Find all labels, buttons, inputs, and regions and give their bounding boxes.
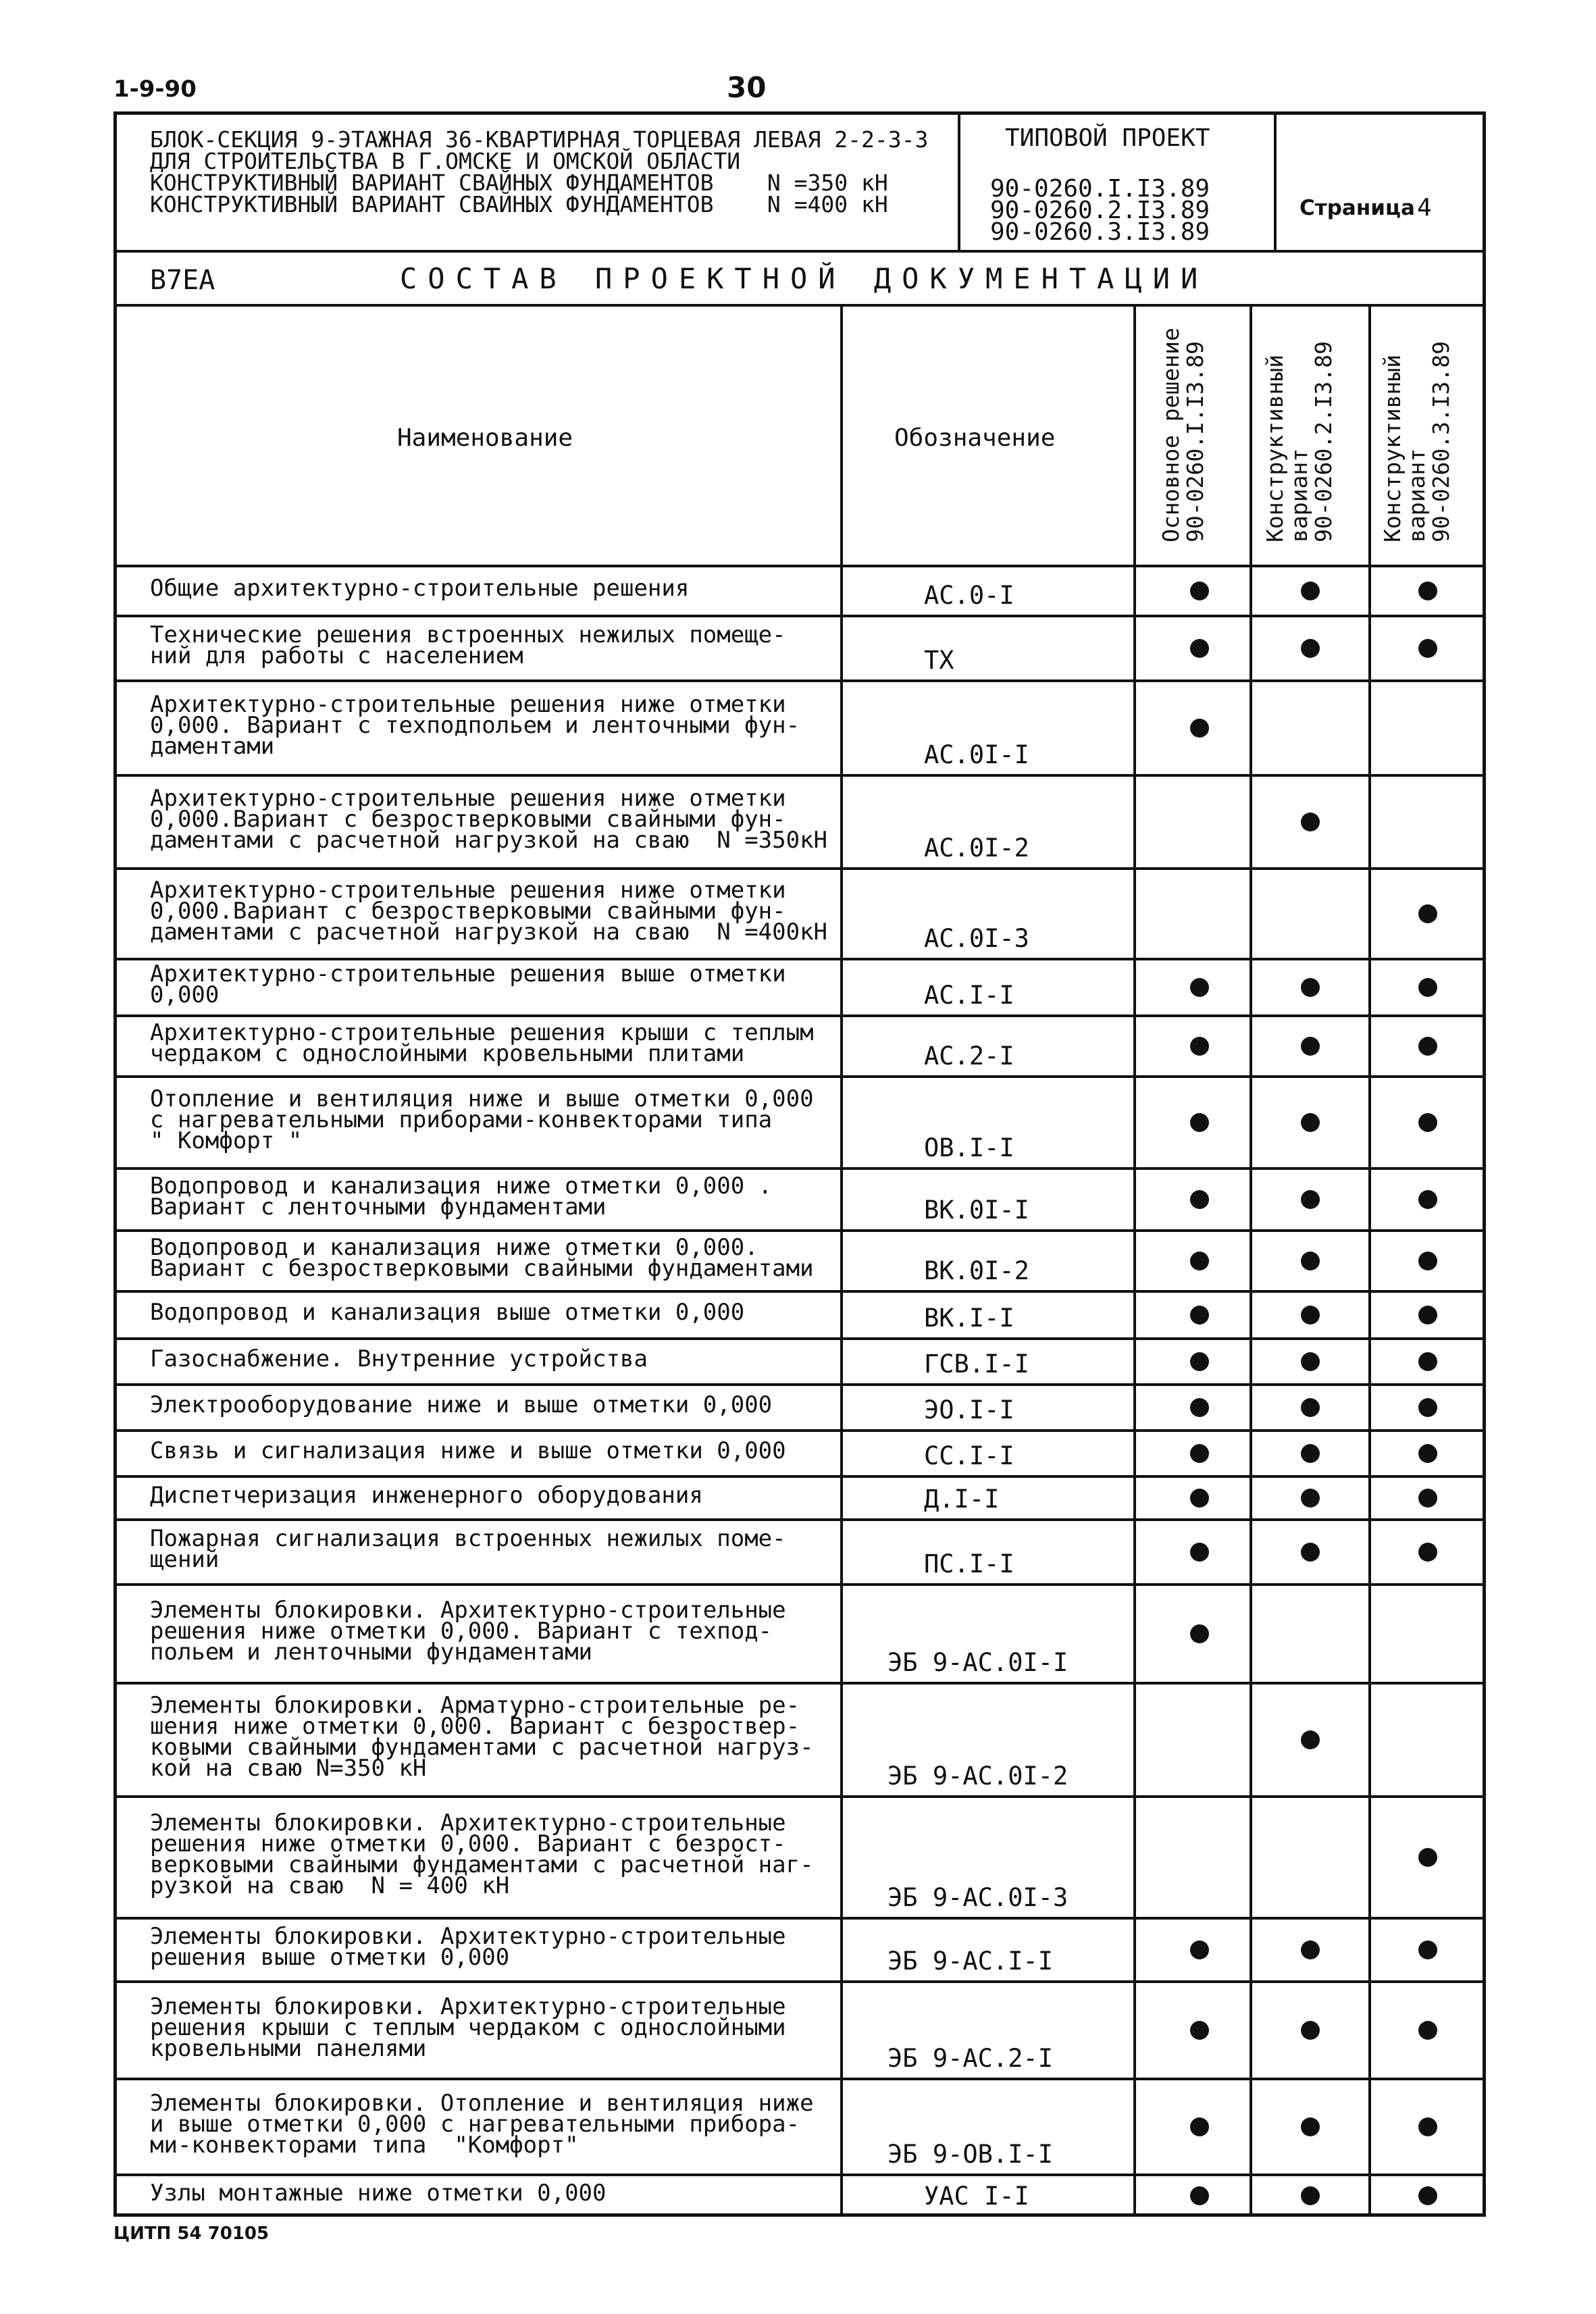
included-mark bbox=[1301, 1037, 1320, 1056]
included-mark bbox=[1301, 2186, 1320, 2205]
included-mark bbox=[1190, 2117, 1209, 2136]
document-designation: ЭБ 9-АС.2-I bbox=[887, 2044, 1054, 2073]
included-mark bbox=[1418, 1543, 1437, 1562]
row-rule bbox=[113, 1229, 1486, 1232]
included-mark bbox=[1190, 1489, 1209, 1508]
document-designation: ЭО.I-I bbox=[924, 1395, 1014, 1424]
document-designation: ТХ bbox=[924, 646, 954, 675]
included-mark bbox=[1418, 1489, 1437, 1508]
included-mark bbox=[1418, 2117, 1437, 2136]
included-mark bbox=[1418, 1398, 1437, 1417]
included-mark bbox=[1418, 582, 1437, 600]
heading-rule bbox=[113, 304, 1486, 307]
document-designation: АС.2-I bbox=[924, 1042, 1014, 1071]
included-mark bbox=[1190, 1306, 1209, 1325]
project-code: 90-0260.3.I3.89 bbox=[990, 218, 1210, 246]
included-mark bbox=[1418, 1444, 1437, 1463]
included-mark bbox=[1190, 978, 1209, 997]
included-mark bbox=[1301, 1543, 1320, 1562]
included-mark bbox=[1301, 2021, 1320, 2040]
included-mark bbox=[1190, 639, 1209, 658]
included-mark bbox=[1418, 1306, 1437, 1325]
document-designation: СС.I-I bbox=[924, 1441, 1014, 1470]
title-rule bbox=[113, 250, 1486, 253]
column-rule bbox=[1250, 305, 1252, 2217]
column-header-variant: Основное решение 90-0260.I.I3.89 bbox=[1158, 328, 1208, 542]
project-code: 90-0260.I.I3.89 bbox=[990, 175, 1210, 203]
document-name: Отопление и вентиляция ниже и выше отметки 0,000 с нагревательными приборами-конвекторами типа " Комфорт " bbox=[150, 1085, 814, 1154]
included-mark bbox=[1418, 1113, 1437, 1132]
footer-stamp: ЦИТП 54 70105 bbox=[113, 2223, 269, 2244]
row-rule bbox=[113, 565, 1486, 567]
included-mark bbox=[1190, 1190, 1209, 1209]
document-name: Пожарная сигнализация встроенных нежилых поме- щений bbox=[150, 1525, 786, 1573]
included-mark bbox=[1190, 1037, 1209, 1056]
included-mark bbox=[1418, 639, 1437, 658]
document-designation: УАС I-I bbox=[924, 2182, 1029, 2211]
document-name: Архитектурно-строительные решения ниже отметки 0,000.Вариант с безростверковыми свайными фун- даментами с расчетной нагрузкой на сваю N =350кН bbox=[150, 784, 828, 854]
row-rule bbox=[113, 1682, 1486, 1685]
project-code: 90-0260.2.I3.89 bbox=[990, 197, 1210, 224]
document-designation: ВК.I-I bbox=[924, 1304, 1014, 1333]
document-designation: ВК.0I-2 bbox=[924, 1256, 1029, 1285]
title-line: КОНСТРУКТИВНЫЙ ВАРИАНТ СВАЙНЫХ ФУНДАМЕНТОВ N =350 кН bbox=[150, 170, 888, 196]
document-heading: СОСТАВ ПРОЕКТНОЙ ДОКУМЕНТАЦИИ bbox=[400, 262, 1209, 295]
included-mark bbox=[1418, 904, 1437, 923]
row-rule bbox=[113, 774, 1486, 777]
typical-project-label: ТИПОВОЙ ПРОЕКТ bbox=[1005, 124, 1210, 152]
row-rule bbox=[113, 1795, 1486, 1798]
included-mark bbox=[1190, 2021, 1209, 2040]
included-mark bbox=[1418, 2186, 1437, 2205]
column-header-name: Наименование bbox=[397, 424, 573, 452]
row-rule bbox=[113, 1167, 1486, 1170]
document-name: Архитектурно-строительные решения ниже отметки 0,000.Вариант с безростверковыми свайными фун- даментами с расчетной нагрузкой на сваю N =400кН bbox=[150, 876, 828, 946]
included-mark bbox=[1301, 1113, 1320, 1132]
document-designation: ЭБ 9-АС.0I-2 bbox=[887, 1762, 1069, 1791]
included-mark bbox=[1418, 1940, 1437, 1959]
document-name: Архитектурно-строительные решения крыши с теплым чердаком с однослойными кровельными плитами bbox=[150, 1019, 814, 1067]
included-mark bbox=[1301, 813, 1320, 831]
document-designation: ЭБ 9-ОВ.I-I bbox=[887, 2140, 1054, 2169]
column-header-variant: Конструктивный вариант 90-0260.2.I3.89 bbox=[1262, 340, 1337, 542]
column-rule bbox=[840, 305, 843, 2217]
document-name: Водопровод и канализация ниже отметки 0,000. Вариант с безростверковыми свайными фундаментами bbox=[150, 1234, 814, 1282]
document-name: Архитектурно-строительные решения ниже отметки 0,000. Вариант с техподпольем и ленточными фун- даментами bbox=[150, 690, 800, 760]
row-rule bbox=[113, 1917, 1486, 1920]
document-designation: ВК.0I-I bbox=[924, 1195, 1029, 1225]
title-divider bbox=[958, 111, 960, 251]
document-name: Общие архитектурно-строительные решения bbox=[150, 574, 690, 602]
page-value: 4 bbox=[1417, 194, 1432, 222]
included-mark bbox=[1418, 1848, 1437, 1867]
included-mark bbox=[1301, 2117, 1320, 2136]
document-name: Элементы блокировки. Архитектурно-строительные решения ниже отметки 0,000. Вариант с техпод- польем и ленточными фундаментами bbox=[150, 1596, 786, 1666]
row-rule bbox=[113, 1337, 1486, 1340]
included-mark bbox=[1301, 1306, 1320, 1325]
document-designation: ПС.I-I bbox=[924, 1549, 1014, 1578]
column-rule bbox=[1133, 305, 1136, 2217]
included-mark bbox=[1190, 719, 1209, 738]
included-mark bbox=[1301, 1730, 1320, 1749]
document-name: Элементы блокировки. Архитектурно-строительные решения выше отметки 0,000 bbox=[150, 1923, 786, 1971]
row-rule bbox=[113, 1383, 1486, 1386]
included-mark bbox=[1190, 1543, 1209, 1562]
document-name: Связь и сигнализация ниже и выше отметки 0,000 bbox=[150, 1437, 786, 1464]
row-rule bbox=[113, 615, 1486, 617]
document-designation: АС.0I-2 bbox=[924, 833, 1029, 863]
included-mark bbox=[1190, 1940, 1209, 1959]
included-mark bbox=[1301, 1398, 1320, 1417]
included-mark bbox=[1190, 1252, 1209, 1270]
row-rule bbox=[113, 1475, 1486, 1478]
document-name: Технические решения встроенных нежилых помеще- ний для работы с населением bbox=[150, 621, 786, 669]
row-rule bbox=[113, 1429, 1486, 1432]
included-mark bbox=[1418, 2021, 1437, 2040]
included-mark bbox=[1301, 582, 1320, 600]
included-mark bbox=[1301, 1940, 1320, 1959]
included-mark bbox=[1190, 582, 1209, 600]
document-code: В7ЕА bbox=[150, 265, 215, 296]
row-rule bbox=[113, 867, 1486, 870]
column-rule bbox=[1368, 305, 1371, 2217]
row-rule bbox=[113, 1980, 1486, 1983]
document-name: Диспетчеризация инженерного оборудования bbox=[150, 1481, 703, 1509]
included-mark bbox=[1190, 1398, 1209, 1417]
included-mark bbox=[1418, 1252, 1437, 1270]
included-mark bbox=[1418, 1037, 1437, 1056]
row-rule bbox=[113, 1583, 1486, 1586]
included-mark bbox=[1418, 1190, 1437, 1209]
included-mark bbox=[1301, 1444, 1320, 1463]
document-designation: ЭБ 9-АС.0I-I bbox=[887, 1648, 1069, 1677]
row-rule bbox=[113, 1075, 1486, 1078]
included-mark bbox=[1190, 2186, 1209, 2205]
row-rule bbox=[113, 1014, 1486, 1017]
row-rule bbox=[113, 2078, 1486, 2080]
included-mark bbox=[1301, 1489, 1320, 1508]
included-mark bbox=[1301, 1252, 1320, 1270]
title-divider bbox=[1274, 111, 1277, 251]
included-mark bbox=[1190, 1352, 1209, 1371]
document-designation: АС.0I-I bbox=[924, 740, 1029, 769]
document-name: Газоснабжение. Внутренние устройства bbox=[150, 1345, 648, 1372]
document-designation: АС.0I-3 bbox=[924, 924, 1029, 953]
row-rule bbox=[113, 2174, 1486, 2176]
document-name: Элементы блокировки. Арматурно-строительные ре- шения ниже отметки 0,000. Вариант с безроствер- ковыми свайными фундаментами с расчетной нагруз- кой на сваю N=350 кН bbox=[150, 1692, 814, 1782]
included-mark bbox=[1190, 1444, 1209, 1463]
document-name: Элементы блокировки. Архитектурно-строительные решения крыши с теплым чердаком с однослойными кровельными панелями bbox=[150, 1992, 786, 2062]
included-mark bbox=[1301, 1352, 1320, 1371]
included-mark bbox=[1190, 1113, 1209, 1132]
document-name: Элементы блокировки. Архитектурно-строительные решения ниже отметки 0,000. Вариант с безрост- верковыми свайными фундаментами с расчетной наг- рузкой на сваю N = 400 кН bbox=[150, 1809, 814, 1899]
title-line: БЛОК-СЕКЦИЯ 9-ЭТАЖНАЯ 36-КВАРТИРНАЯ ТОРЦЕВАЯ ЛЕВАЯ 2-2-3-3 bbox=[150, 126, 929, 153]
included-mark bbox=[1301, 978, 1320, 997]
document-name: Водопровод и канализация ниже отметки 0,000 . Вариант с ленточными фундаментами bbox=[150, 1173, 773, 1220]
document-designation: АС.0-I bbox=[924, 581, 1014, 610]
column-header-variant: Конструктивный вариант 90-0260.3.I3.89 bbox=[1379, 340, 1454, 542]
included-mark bbox=[1418, 1352, 1437, 1371]
document-designation: ЭБ 9-АС.I-I bbox=[887, 1947, 1054, 1976]
document-name: Водопровод и канализация выше отметки 0,000 bbox=[150, 1298, 745, 1326]
document-designation: ЭБ 9-АС.0I-3 bbox=[887, 1883, 1069, 1912]
document-name: Электрооборудование ниже и выше отметки 0,000 bbox=[150, 1391, 773, 1418]
document-name: Архитектурно-строительные решения выше отметки 0,000 bbox=[150, 960, 786, 1008]
included-mark bbox=[1301, 639, 1320, 658]
row-rule bbox=[113, 1518, 1486, 1521]
document-designation: ОВ.I-I bbox=[924, 1133, 1014, 1162]
row-rule bbox=[113, 679, 1486, 682]
title-line: ДЛЯ СТРОИТЕЛЬСТВА В Г.ОМСКЕ И ОМСКОЙ ОБЛАСТИ bbox=[150, 148, 741, 174]
document-name: Узлы монтажные ниже отметки 0,000 bbox=[150, 2179, 607, 2207]
row-rule bbox=[113, 1290, 1486, 1293]
sheet-number: 30 bbox=[727, 71, 767, 104]
document-designation: ГСВ.I-I bbox=[924, 1349, 1029, 1379]
included-mark bbox=[1418, 978, 1437, 997]
document-designation: АС.I-I bbox=[924, 981, 1014, 1010]
page-label: Страница bbox=[1299, 196, 1415, 220]
document-designation: Д.I-I bbox=[924, 1485, 1000, 1514]
document-name: Элементы блокировки. Отопление и вентиляция ниже и выше отметки 0,000 с нагревательными прибора- ми-конвекторами типа "Комфорт" bbox=[150, 2089, 814, 2159]
included-mark bbox=[1190, 1624, 1209, 1643]
title-line: КОНСТРУКТИВНЫЙ ВАРИАНТ СВАЙНЫХ ФУНДАМЕНТОВ N =400 кН bbox=[150, 191, 888, 217]
column-header-designation: Обозначение bbox=[894, 424, 1056, 452]
series-number: 1-9-90 bbox=[113, 76, 197, 103]
included-mark bbox=[1301, 1190, 1320, 1209]
